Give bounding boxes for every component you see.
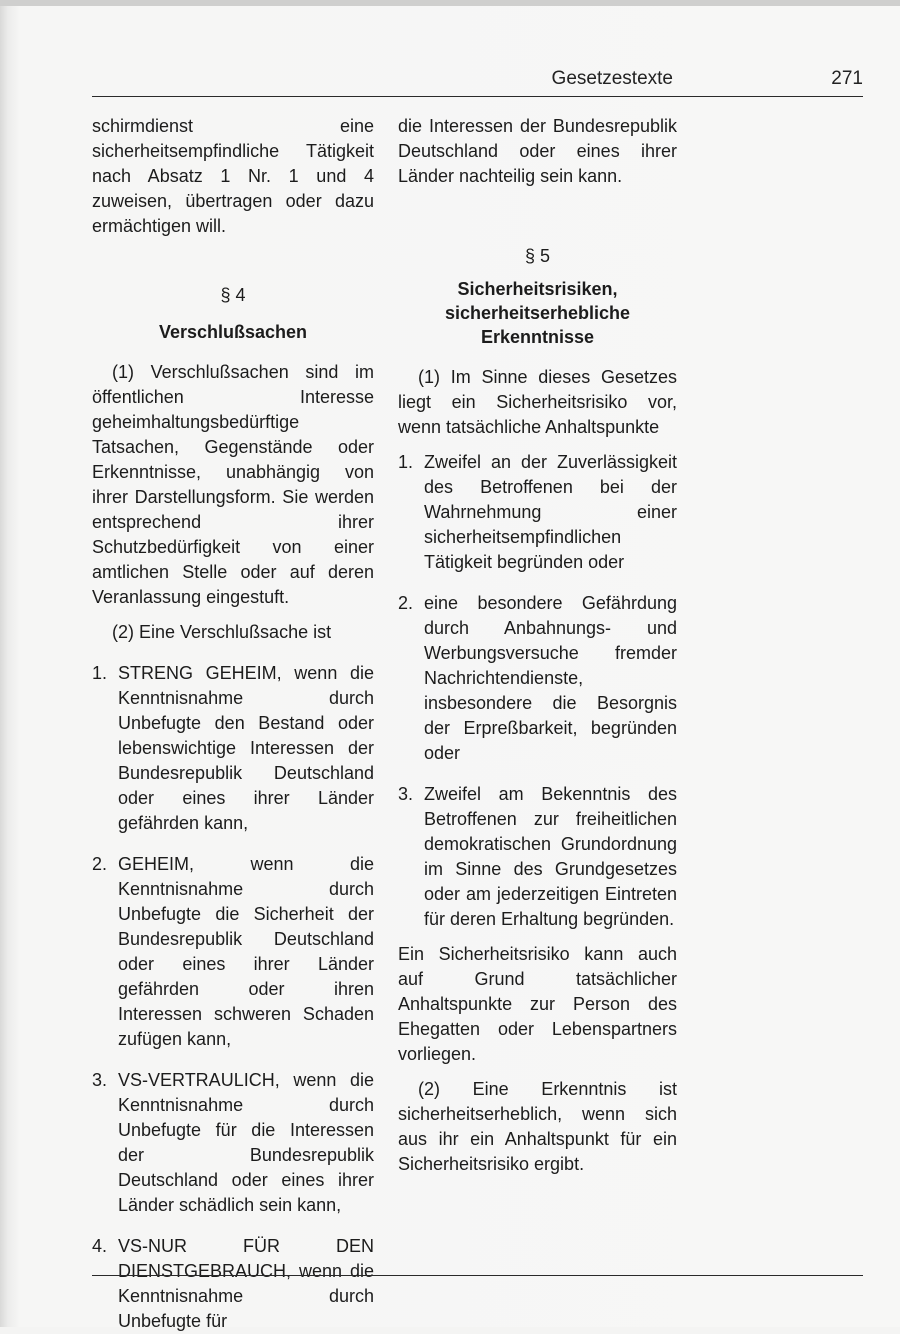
- list-item-number: 3.: [398, 784, 414, 804]
- section-4-title: Verschlußsachen: [158, 322, 308, 342]
- list-item: [398, 591, 677, 766]
- section-4-number: § 4: [220, 285, 246, 305]
- page-top-edge: [0, 0, 900, 6]
- list-item-number: 2.: [398, 593, 414, 613]
- section-4-para-2: (2) Eine Verschlußsache ist: [112, 622, 332, 642]
- section-5-title: Sicherheitsrisiken, sicherheitserhebliche Erkenntnisse: [444, 279, 631, 347]
- section-5-para-2: (2) Eine Erkenntnis ist sicherheitserheblich, wenn sich aus ihr ein Anhaltspunkt für ein Sicherheitsrisiko ergibt.: [398, 1079, 677, 1174]
- list-item-number: 1.: [398, 452, 414, 472]
- right-continuation-text: die Interessen der Bundesrepublik Deutschland oder eines ihrer Länder nachteilig sein kann.: [398, 116, 677, 186]
- list-item-number: 2.: [92, 854, 108, 874]
- list-item-number: 3.: [92, 1070, 108, 1090]
- list-item: [398, 450, 677, 575]
- left-column: [92, 114, 374, 1334]
- list-item: [398, 782, 677, 932]
- right-column: [398, 114, 677, 1177]
- list-item-text: Zweifel an der Zuverlässigkeit des Betroffenen bei der Wahrnehmung einer sicherheitsempfindlichen Tätigkeit begründen oder: [424, 452, 677, 572]
- list-item-number: 4.: [92, 1236, 108, 1256]
- section-5-para-1: (1) Im Sinne dieses Gesetzes liegt ein Sicherheitsrisiko vor, wenn tatsächliche Anhaltspunkte: [398, 367, 677, 437]
- list-item: [92, 1068, 374, 1218]
- section-5-after-items: Ein Sicherheitsrisiko kann auch auf Grund tatsächlicher Anhaltspunkte zur Person des Ehegatten oder Lebenspartners vorliegen.: [398, 944, 677, 1064]
- running-header: [92, 66, 863, 97]
- list-item-text: VS-NUR FÜR DEN DIENSTGEBRAUCH, wenn die Kenntnisnahme durch Unbefugte für: [118, 1236, 374, 1331]
- section-5-number: § 5: [524, 246, 551, 266]
- list-item-number: 1.: [92, 663, 108, 683]
- list-item: [92, 1234, 374, 1334]
- left-continuation-text: schirmdienst eine sicherheitsempfindliche Tätigkeit nach Absatz 1 Nr. 1 und 4 zuweisen, übertragen oder dazu ermächtigen will.: [92, 116, 374, 236]
- list-item-text: eine besondere Gefährdung durch Anbahnungs- und Werbungsversuche fremder Nachrichtendienste, insbesondere die Besorgnis der Erpreßbarkeit, begründen oder: [424, 593, 677, 763]
- list-item: [92, 852, 374, 1052]
- list-item-text: Zweifel am Bekenntnis des Betroffenen zur freiheitlichen demokratischen Grundordnung im Sinne des Grundgesetzes oder am jederzeitigen Eintreten für deren Erhaltung begründen.: [424, 784, 677, 929]
- footer-rule: [92, 1275, 863, 1276]
- list-item-text: VS-VERTRAULICH, wenn die Kenntnisnahme durch Unbefugte für die Interessen der Bundesrepublik Deutschland oder eines ihrer Länder schädlich sein kann,: [118, 1070, 374, 1215]
- list-item: [92, 661, 374, 836]
- header-title: Gesetzestexte: [551, 68, 673, 89]
- list-item-text: GEHEIM, wenn die Kenntnisnahme durch Unbefugte die Sicherheit der Bundesrepublik Deutschland oder eines ihrer Länder gefährden oder ihren Interessen schweren Schaden zufügen kann,: [118, 854, 374, 1049]
- section-5-item-list: [398, 450, 677, 932]
- list-item-text: STRENG GEHEIM, wenn die Kenntnisnahme durch Unbefugte den Bestand oder lebenswichtige Interessen der Bundesrepublik Deutschland oder eines ihrer Länder gefährden kann,: [118, 663, 374, 833]
- section-4-para-1: (1) Verschlußsachen sind im öffentlichen Interesse geheimhaltungsbedürftige Tatsachen, Gegenstände oder Erkenntnisse, unabhängig von ihrer Darstellungsform. Sie werden entsprechend ihrer Schutzbedürfigkeit von einer amtlichen Stelle oder auf deren Veranlassung eingestuft.: [92, 362, 374, 607]
- section-4-item-list: [92, 661, 374, 1334]
- page-number: 271: [831, 68, 863, 89]
